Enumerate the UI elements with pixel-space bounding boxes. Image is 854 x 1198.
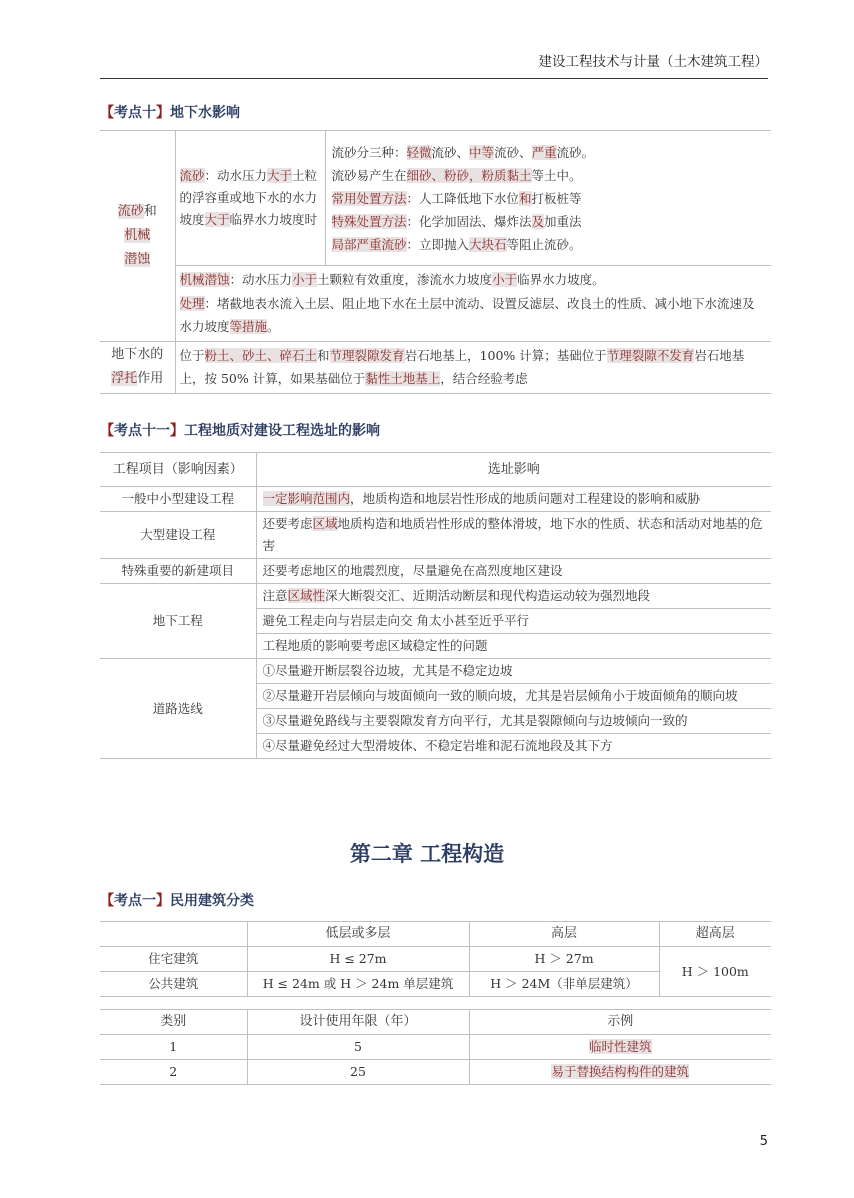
impact-cell: 注意区域性深大断裂交汇、近期活动断层和现代构造运动较为强烈地段 [256,584,771,609]
project-cell: 道路选线 [100,659,256,759]
list-item: 流砂易产生在细砂、粉砂，粉质黏土等土中。 [331,167,582,183]
column-header: 高层 [469,922,659,947]
table-row [100,584,771,609]
liusha-definition: 流砂：动水压力大于土粒的浮容重或地下水的水力坡度大于临界水力坡度时 [175,131,325,266]
table-row [100,266,771,342]
bracket-open: 【 [100,423,114,439]
section-heading-11 [100,420,380,440]
section-label: 考点一 [114,893,156,909]
section-title: 工程地质对建设工程选址的影响 [184,423,380,439]
section-heading-10 [100,102,240,122]
table-row [100,487,771,512]
building-type-cell: 公共建筑 [100,972,247,997]
low-rise-cell: H ≤ 27m [247,947,469,972]
list-item: 处理：堵截地表水流入土层、阻止地下水在土层中流动、设置反滤层、改良土的性质、减小地下水流速及水力坡度等措施。 [179,295,755,334]
list-item: 常用处置方法：人工降低地下水位和打板桩等 [331,190,582,206]
table-row [100,1035,771,1060]
column-header: 类别 [100,1010,247,1035]
impact-cell: ②尽量避开岩层倾向与坡面倾向一致的顺向坡，尤其是岩层倾角小于坡面倾角的顺向坡 [256,684,771,709]
bracket-open: 【 [100,893,114,909]
project-cell: 大型建设工程 [100,512,256,559]
high-rise-cell: H ＞ 27m [469,947,659,972]
row-label-futuo: 地下水的 浮托作用 [100,341,175,393]
section-title: 民用建筑分类 [170,893,254,909]
impact-cell: 还要考虑地区的地震烈度，尽量避免在高烈度地区建设 [256,559,771,584]
qianshi-cell [175,266,771,342]
column-header: 超高层 [659,922,771,947]
column-header: 选址影响 [256,453,771,487]
list-item: 特殊处置方法：化学加固法、爆炸法及加重法 [331,213,582,229]
table-row [100,341,771,393]
bracket-close: 】 [156,105,170,121]
running-header: 建设工程技术与计量（土木建筑工程） [538,54,768,70]
impact-cell: 一定影响范围内，地质构造和地层岩性形成的地质问题对工程建设的影响和威胁 [256,487,771,512]
bracket-close: 】 [156,893,170,909]
category-cell: 1 [100,1035,247,1060]
row-label-liusha: 流砂和 机械 潜蚀 [100,131,175,342]
column-header: 设计使用年限（年） [247,1010,469,1035]
years-cell: 5 [247,1035,469,1060]
high-rise-cell: H ＞ 24M（非单层建筑） [469,972,659,997]
table-header-row [100,453,771,487]
table-header-row [100,1010,771,1035]
table-row [100,512,771,559]
list-item: 局部严重流砂：立即抛入大块石等阻止流砂。 [331,236,582,252]
super-high-rise-cell: H ＞ 100m [659,947,771,997]
column-header: 工程项目（影响因素） [100,453,256,487]
impact-cell: 避免工程走向与岩层走向交 角太小甚至近乎平行 [256,609,771,634]
building-type-cell: 住宅建筑 [100,947,247,972]
project-cell: 一般中小型建设工程 [100,487,256,512]
chapter-title: 第二章 工程构造 [349,841,505,866]
column-header [100,922,247,947]
impact-cell: ③尽量避免路线与主要裂隙发育方向平行，尤其是裂隙倾向与边坡倾向一致的 [256,709,771,734]
project-cell: 地下工程 [100,584,256,659]
impact-cell: 工程地质的影响要考虑区域稳定性的问题 [256,634,771,659]
impact-cell: ①尽量避开断层裂谷边坡，尤其是不稳定边坡 [256,659,771,684]
site-selection-table [100,452,771,759]
column-header: 示例 [469,1010,771,1035]
building-height-table [100,921,771,997]
design-life-table [100,1009,771,1085]
section-title: 地下水影响 [170,105,240,121]
impact-cell: 还要考虑区域地质构造和地质岩性形成的整体滑坡，地下水的性质、状态和活动对地基的危害 [256,512,771,559]
example-cell: 临时性建筑 [469,1035,771,1060]
groundwater-table [100,130,771,394]
table-row [100,659,771,684]
list-item: 流砂分三种：轻微流砂、中等流砂、严重流砂。 [331,144,595,160]
table-row [100,1060,771,1085]
example-cell: 易于替换结构构件的建筑 [469,1060,771,1085]
impact-cell: ④尽量避免经过大型滑坡体、不稳定岩堆和泥石流地段及其下方 [256,734,771,759]
section-label: 考点十 [114,105,156,121]
table-row [100,559,771,584]
project-cell: 特殊重要的新建项目 [100,559,256,584]
column-header: 低层或多层 [247,922,469,947]
low-rise-cell: H ≤ 24m 或 H ＞ 24m 单层建筑 [247,972,469,997]
years-cell: 25 [247,1060,469,1085]
liusha-details [325,131,771,266]
table-row [100,947,771,972]
page-number: 5 [759,1134,768,1149]
category-cell: 2 [100,1060,247,1085]
table-header-row [100,922,771,947]
list-item: 机械潜蚀：动水压力小于土颗粒有效重度，渗流水力坡度小于临界水力坡度。 [179,272,605,287]
header-rule [100,78,768,79]
futuo-cell: 位于粉土、砂土、碎石土和节理裂隙发育岩石地基上，100% 计算；基础位于节理裂隙不发育岩石地基上，按 50% 计算，如果基础位于黏性土地基上，结合经验考虑 [175,341,771,393]
bracket-open: 【 [100,105,114,121]
bracket-close: 】 [170,423,184,439]
table-row [100,131,771,266]
section-label: 考点十一 [114,423,170,439]
section-heading-1 [100,890,254,910]
